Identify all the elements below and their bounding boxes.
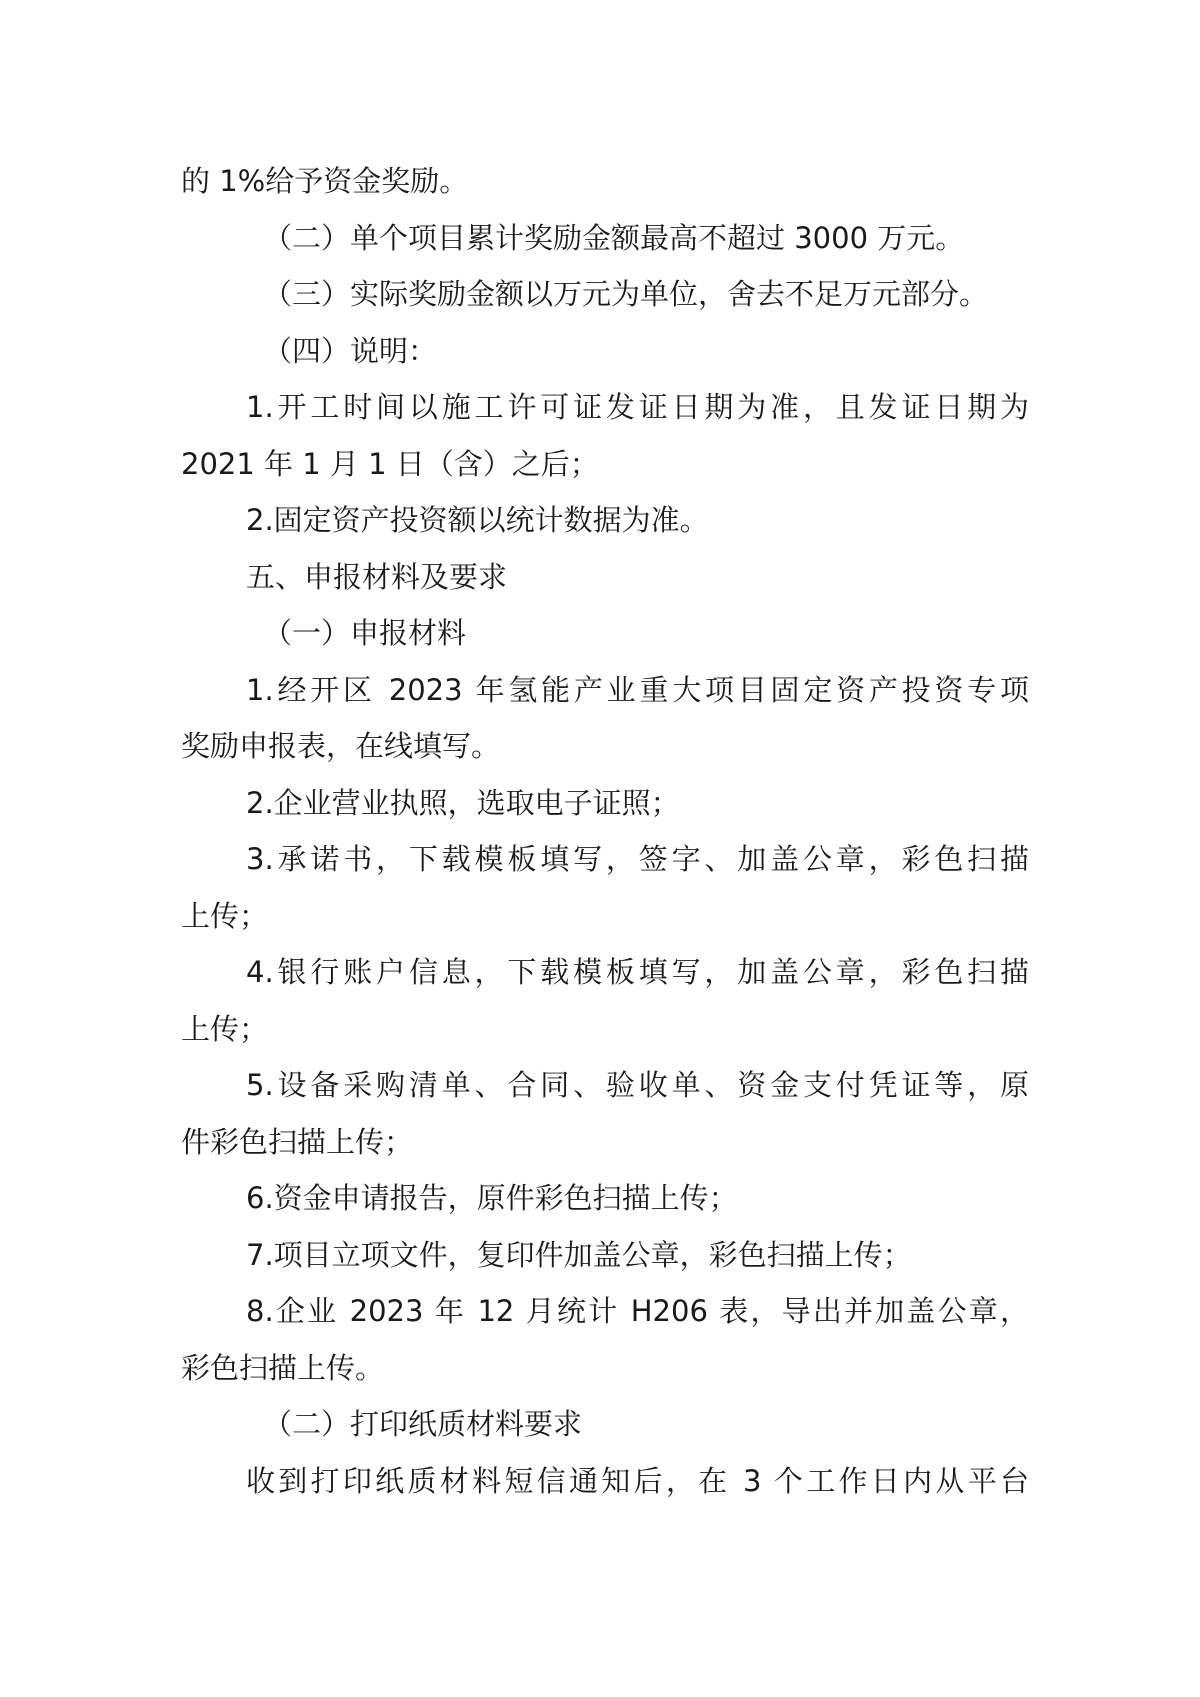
text-line: 彩色扫描上传。 — [181, 1350, 385, 1385]
text-line: 2.固定资产投资额以统计数据为准。 — [246, 503, 709, 537]
text-line: 的 1%给予资金奖励。 — [181, 164, 469, 198]
text-line: 件彩色扫描上传； — [181, 1124, 414, 1159]
section-heading: 五、申报材料及要求 — [246, 559, 508, 594]
text-line: 6.资金申请报告，原件彩色扫描上传； — [246, 1181, 738, 1215]
text-line: 3.承诺书，下载模板填写，签字、加盖公章，彩色扫描 — [246, 842, 1029, 876]
text-line: 4.银行账户信息，下载模板填写，加盖公章，彩色扫描 — [246, 955, 1029, 989]
text-line: 收到打印纸质材料短信通知后，在 3 个工作日内从平台 — [246, 1463, 1029, 1498]
text-line: 1.开工时间以施工许可证发证日期为准，且发证日期为 — [246, 390, 1029, 424]
subsection-heading: （二）打印纸质材料要求 — [263, 1407, 583, 1441]
text-line: 上传； — [181, 1011, 269, 1046]
text-line: 2021 年 1 月 1 日（含）之后； — [181, 446, 599, 481]
subsection-heading: （一）申报材料 — [263, 616, 467, 650]
text-line: 奖励申报表，在线填写。 — [181, 729, 501, 763]
text-line: 2.企业营业执照，选取电子证照； — [246, 785, 680, 820]
text-line: （二）单个项目累计奖励金额最高不超过 3000 万元。 — [263, 220, 965, 255]
text-line: 7.项目立项文件，复印件加盖公章，彩色扫描上传； — [246, 1237, 912, 1272]
text-line: 上传； — [181, 898, 269, 933]
text-line: （三）实际奖励金额以万元为单位，舍去不足万元部分。 — [263, 277, 989, 311]
text-line: 8.企业 2023 年 12 月统计 H206 表，导出并加盖公章， — [246, 1294, 1029, 1328]
text-line: 5.设备采购清单、合同、验收单、资金支付凭证等，原 — [246, 1068, 1029, 1102]
text-line: 1.经开区 2023 年氢能产业重大项目固定资产投资专项 — [246, 672, 1029, 707]
text-line: （四）说明： — [263, 333, 438, 368]
document-body — [181, 153, 1029, 1509]
